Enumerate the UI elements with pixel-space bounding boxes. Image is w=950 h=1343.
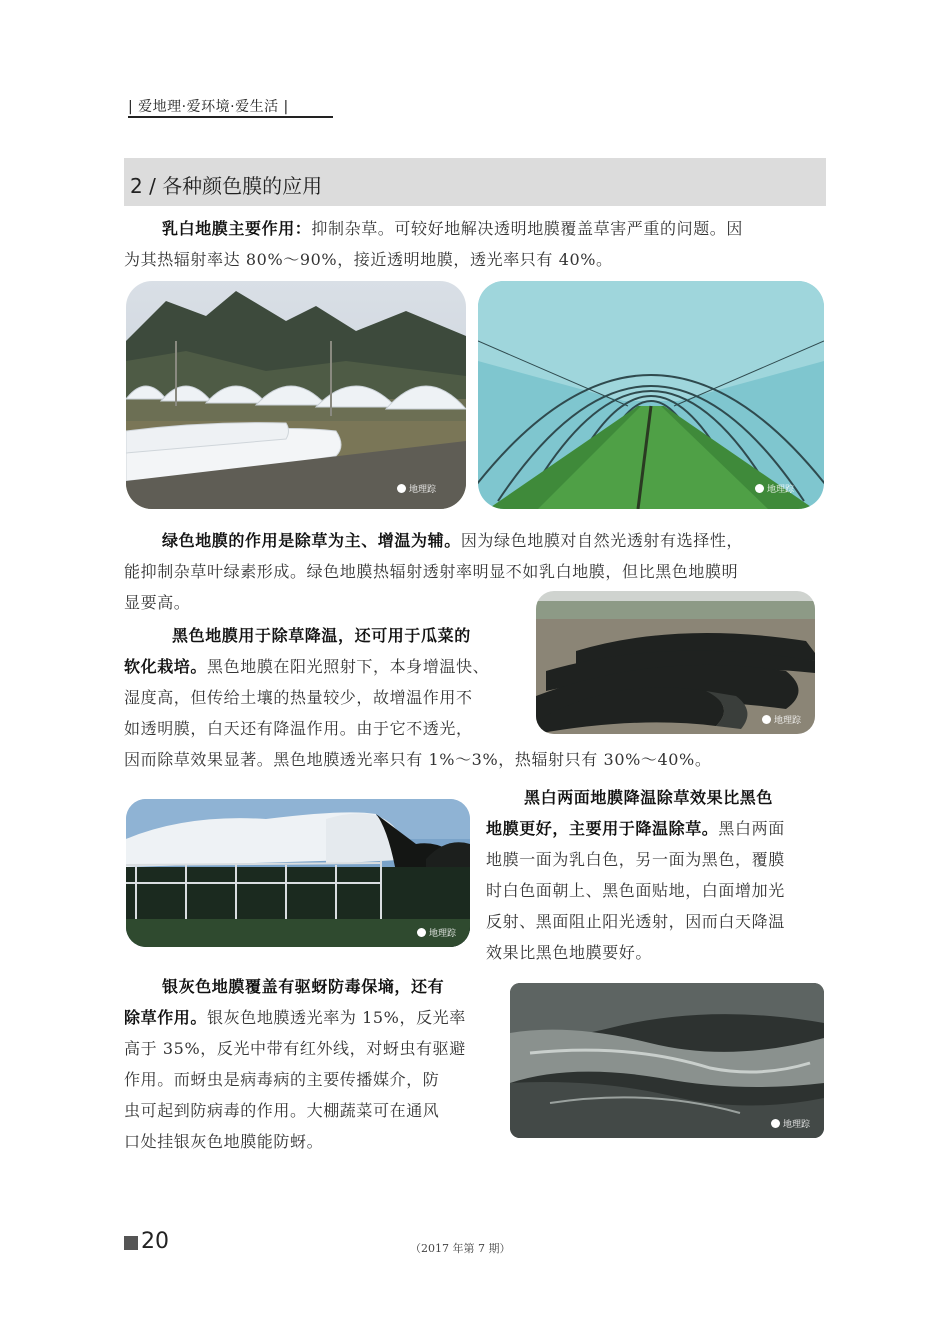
paragraph-black-film: 黑色地膜用于除草降温，还可用于瓜菜的 软化栽培。黑色地膜在阳光照射下，本身增温快、 湿度高，但传给土壤的热量较少，故增温作用不 如透明膜，白天还有降温作用。由于它不透光， 因而除草效果显著。黑色地膜透光率只有 1%～3%，热辐射只有 30%～40%。 <box>124 626 712 769</box>
silver-film-heading: 银灰色地膜覆盖有驱蚜防毒保墒，还有 <box>162 977 445 996</box>
wechat-icon <box>771 1119 780 1128</box>
paragraph-milky-film: 乳白地膜主要作用：抑制杂草。可较好地解决透明地膜覆盖草害严重的问题。因 为其热辐射率达 80%～90%，接近透明地膜，透光率只有 40%。 <box>124 219 744 269</box>
wechat-icon <box>755 484 764 493</box>
paragraph-black-white-film: 黑白两面地膜降温除草效果比黑色 地膜更好，主要用于降温除草。黑白两面 地膜一面为乳白色，另一面为黑色，覆膜 时白色面朝上、黑色面贴地，白面增加光 反射、黑面阻止阳光透射，因而白天降温 效果比黑色地膜要好。 <box>486 788 785 962</box>
watermark: 地理踪 <box>771 1117 810 1130</box>
wechat-icon <box>397 484 406 493</box>
paragraph-silver-film: 银灰色地膜覆盖有驱蚜防毒保墒，还有 除草作用。银灰色地膜透光率为 15%，反光率 高于 35%，反光中带有红外线，对蚜虫有驱避 作用。而蚜虫是病毒病的主要传播媒介，防 虫可起到防病毒的作用。大棚蔬菜可在通风 口处挂银灰色地膜能防蚜。 <box>124 977 466 1151</box>
black-film-heading: 黑色地膜用于除草降温，还可用于瓜菜的 <box>172 626 471 645</box>
page-number: 20 <box>141 1229 169 1254</box>
watermark: 地理踪 <box>762 713 801 726</box>
watermark: 地理踪 <box>397 482 436 495</box>
section-title: 2 / 各种颜色膜的应用 <box>130 174 323 198</box>
milky-film-heading: 乳白地膜主要作用： <box>162 219 312 238</box>
wechat-icon <box>417 928 426 937</box>
watermark: 地理踪 <box>755 482 794 495</box>
page-number-marker <box>124 1236 138 1250</box>
column-header-tag: | 爱地理·爱环境·爱生活 | <box>128 96 333 118</box>
paragraph-green-film: 绿色地膜的作用是除草为主、增温为辅。因为绿色地膜对自然光透射有选择性， 能抑制杂草叶绿素形成。绿色地膜热辐射透射率明显不如乳白地膜，但比黑色地膜明 显要高。 <box>124 531 744 612</box>
photo-milky-greenhouses <box>126 281 466 509</box>
black-white-film-heading: 黑白两面地膜降温除草效果比黑色 <box>524 788 774 807</box>
photo-black-white-film-greenhouse <box>126 799 470 947</box>
issue-label: （2017 年第 7 期） <box>410 1242 511 1255</box>
photo-silver-grey-film <box>510 983 824 1138</box>
watermark: 地理踪 <box>417 926 456 939</box>
photo-green-greenhouse-interior <box>478 281 824 509</box>
green-film-heading: 绿色地膜的作用是除草为主、增温为辅。 <box>162 531 461 550</box>
